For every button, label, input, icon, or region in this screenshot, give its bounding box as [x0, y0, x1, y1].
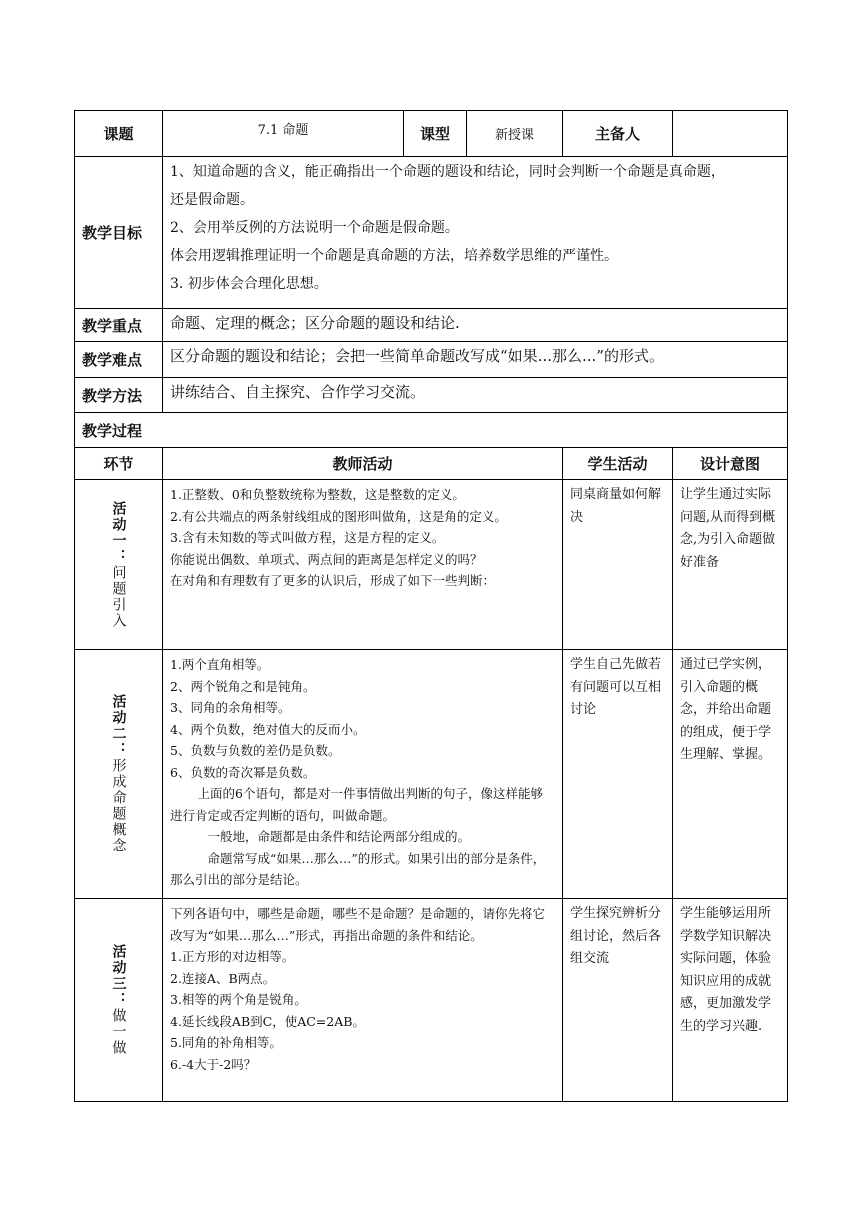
teacher-line: 5.同角的补角相等。: [170, 1035, 282, 1050]
activity-title: [75, 480, 163, 650]
methods-text: 讲练结合、自主探究、合作学习交流。: [163, 378, 788, 413]
teacher-line: 命题常写成“如果…那么…”的形式。如果引出的部分是条件，那么引出的部分是结论。: [170, 850, 546, 887]
activity-title-rest: 做一做: [110, 1008, 127, 1056]
design-intent: 通过已学实例，引入命题的概念，并给出命题的组成，便于学生理解、掌握。: [673, 650, 788, 899]
activity-title-rest: 问题引入: [110, 564, 127, 629]
column-stage: 环节: [75, 448, 163, 480]
student-activity: 学生自己先做若有问题可以互相讨论: [563, 650, 673, 899]
teacher-line: 1.两个直角相等。: [170, 657, 270, 672]
design-intent: 学生能够运用所学数学知识解决实际问题，体验知识应用的成就感，更加激发学生的学习兴趣.: [673, 899, 788, 1102]
methods-row: [75, 378, 788, 413]
activity-title: [75, 899, 163, 1102]
column-design: 设计意图: [673, 448, 788, 480]
difficulties-text: 区分命题的题设和结论；会把一些简单命题改写成“如果...那么...”的形式。: [163, 342, 788, 378]
teacher-line: 3.含有未知数的等式叫做方程，这是方程的定义。: [170, 530, 445, 545]
teacher-line: 下列各语句中，哪些是命题，哪些不是命题？是命题的，请你先将它改写为“如果…那么…”形式，再指出命题的条件和结论。: [170, 906, 546, 943]
activity-row: [75, 899, 788, 1102]
objective-line: 2、会用举反例的方法说明一个命题是假命题。: [170, 220, 459, 236]
type-label: 课型: [404, 111, 467, 157]
teacher-line: 1.正整数、0和负整数统称为整数，这是整数的定义。: [170, 487, 465, 502]
teacher-line: 4、两个负数，绝对值大的反而小。: [170, 721, 366, 737]
objectives-label: 教学目标: [75, 157, 163, 309]
key-points-text: 命题、定理的概念；区分命题的题设和结论.: [163, 309, 788, 342]
objective-line: 还是假命题。: [170, 192, 254, 208]
activity-row: [75, 480, 788, 650]
teacher-line: 2.连接A、B两点。: [170, 970, 276, 986]
teacher-line: 1.正方形的对边相等。: [170, 949, 295, 964]
design-intent: 让学生通过实际问题,从而得到概念,为引入命题做好准备: [673, 480, 788, 650]
teacher-line: 上面的6个语句，都是对一件事情做出判断的句子，像这样能够进行肯定或否定判断的语句，叫做命题。: [170, 786, 543, 823]
teacher-activity: [163, 480, 563, 650]
column-teacher: 教师活动: [163, 448, 563, 480]
teacher-activity: [163, 650, 563, 899]
activity-title-rest: 形成命题概念: [110, 758, 127, 854]
teacher-line: 3、同角的余角相等。: [170, 700, 291, 715]
teacher-activity: [163, 899, 563, 1102]
teacher-line: 2.有公共端点的两条射线组成的图形叫做角，这是角的定义。: [170, 508, 507, 524]
objective-line: 1、知道命题的含义，能正确指出一个命题的题设和结论，同时会判断一个命题是真命题，: [170, 164, 725, 180]
topic-label: 课题: [75, 111, 163, 157]
objectives-content: [163, 157, 788, 309]
key-points-label: 教学重点: [75, 309, 163, 342]
topic-value: 7.1 命题: [163, 111, 404, 157]
process-label: 教学过程: [75, 413, 788, 448]
teacher-line: 6、负数的奇次幂是负数。: [170, 764, 316, 780]
preparer-value: [673, 111, 788, 157]
objectives-row: [75, 157, 788, 309]
activity-title-bold: 活动三：: [110, 944, 127, 1008]
teacher-line: 4.延长线段AB到C，使AC=2AB。: [170, 1013, 365, 1029]
column-student: 学生活动: [563, 448, 673, 480]
student-activity: 同桌商量如何解决: [563, 480, 673, 650]
teacher-line: 一般地，命题都是由条件和结论两部分组成的。: [207, 829, 471, 844]
difficulties-row: [75, 342, 788, 378]
teacher-line: 5、负数与负数的差仍是负数。: [170, 743, 341, 758]
methods-label: 教学方法: [75, 378, 163, 413]
teacher-line: 你能说出偶数、单项式、两点间的距离是怎样定义的吗？: [170, 551, 483, 567]
header-row: [75, 111, 788, 157]
columns-row: [75, 448, 788, 480]
teacher-line: 2、两个锐角之和是钝角。: [170, 678, 316, 694]
type-value: 新授课: [467, 111, 563, 157]
process-row: [75, 413, 788, 448]
student-activity: 学生探究辨析分组讨论，然后各组交流: [563, 899, 673, 1102]
teacher-line: 6.-4大于-2吗？: [170, 1056, 257, 1072]
objective-line: 3. 初步体会合理化思想。: [170, 276, 328, 292]
activity-row: [75, 650, 788, 899]
difficulties-label: 教学难点: [75, 342, 163, 378]
teacher-line: 在对角和有理数有了更多的认识后，形成了如下一些判断：: [170, 573, 496, 588]
activity-title-bold: 活动二：: [110, 694, 127, 758]
activity-title: [75, 650, 163, 899]
preparer-label: 主备人: [563, 111, 673, 157]
lesson-plan-table: [74, 110, 788, 1102]
key-points-row: [75, 309, 788, 342]
activity-title-bold: 活动一：: [110, 500, 127, 565]
teacher-line: 3.相等的两个角是锐角。: [170, 992, 307, 1007]
objective-line: 体会用逻辑推理证明一个命题是真命题的方法，培养数学思维的严谨性。: [170, 248, 618, 264]
